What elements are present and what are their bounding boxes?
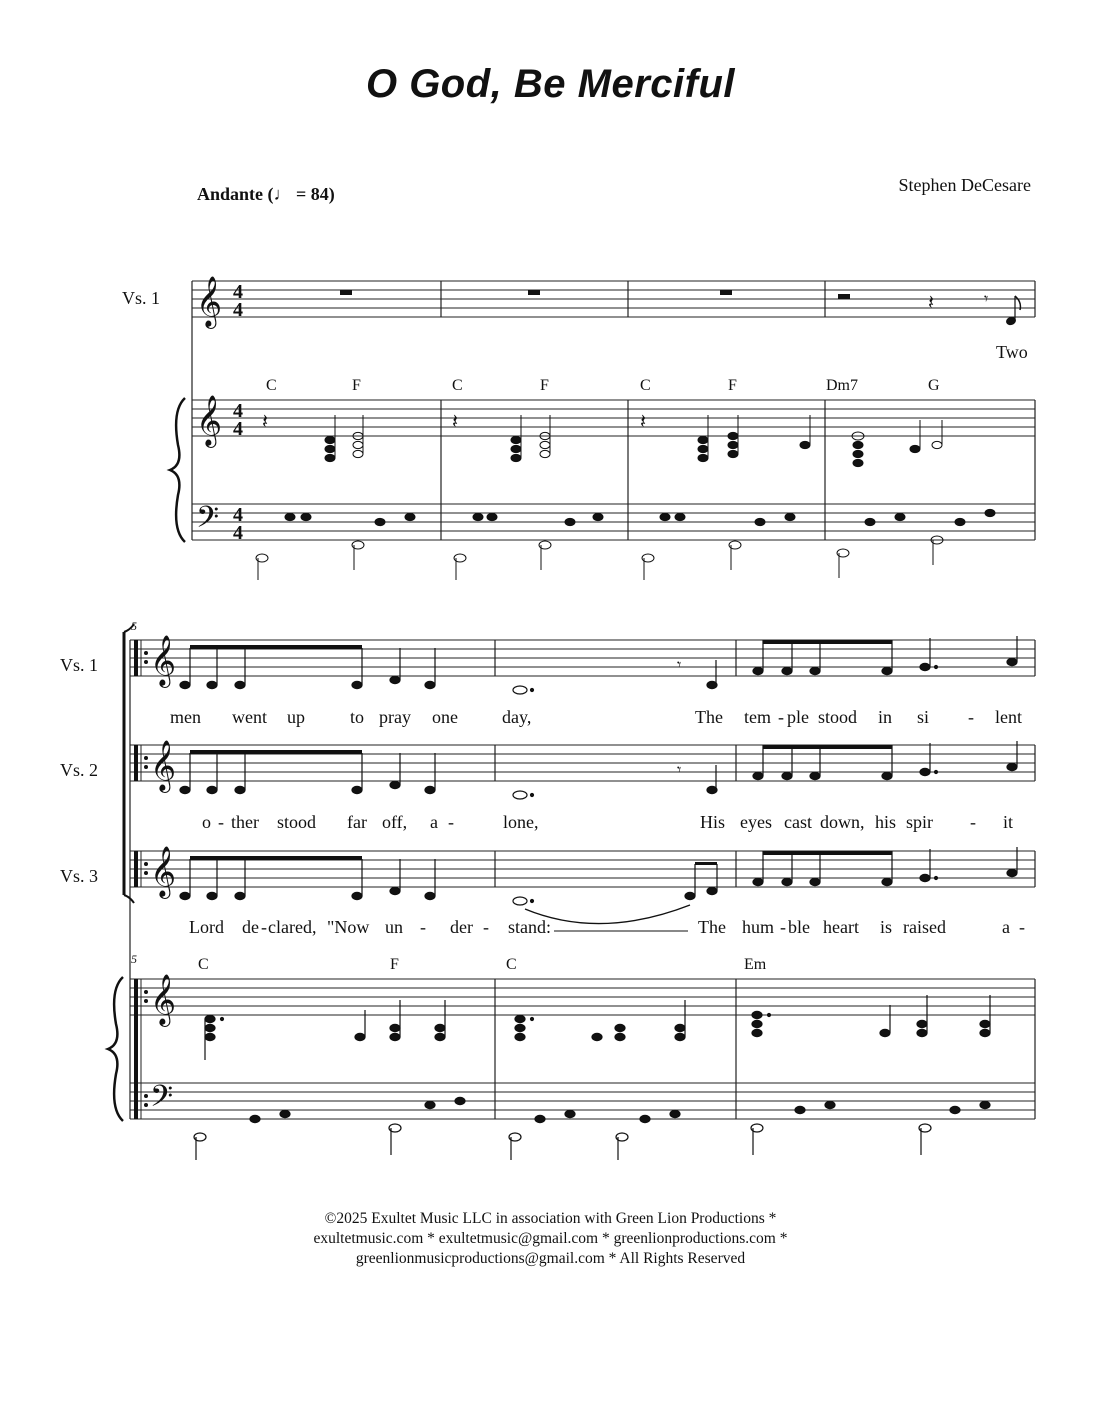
lyric-syllable: The bbox=[698, 917, 726, 937]
lyric-syllable: - bbox=[968, 707, 974, 727]
lyric-syllable: men bbox=[170, 707, 201, 727]
svg-text:𝄽: 𝄽 bbox=[262, 409, 269, 433]
tempo-text: Andante ( bbox=[197, 184, 274, 204]
piano-treble-system-2 bbox=[205, 995, 990, 1060]
lyric-syllable: heart bbox=[823, 917, 859, 937]
svg-text:4: 4 bbox=[233, 522, 243, 544]
treble-clef-icon: 𝄞 bbox=[150, 635, 177, 686]
lyric-syllable: o bbox=[202, 812, 211, 832]
bass-clef-icon: 𝄢 bbox=[196, 501, 220, 542]
lyric-syllable: raised bbox=[903, 917, 946, 937]
lyric-syllable: off, bbox=[382, 812, 408, 832]
lyric-syllable: - bbox=[483, 917, 489, 937]
svg-text:𝄾: 𝄾 bbox=[677, 760, 682, 779]
treble-clef-icon: 𝄞 bbox=[150, 974, 177, 1025]
lyric-syllable: Two bbox=[996, 342, 1028, 362]
lyric-syllable: is bbox=[880, 917, 893, 937]
chord-symbol: F bbox=[540, 377, 549, 394]
chord-symbol: C bbox=[198, 956, 209, 973]
svg-text:𝄽: 𝄽 bbox=[640, 409, 647, 433]
lyric-syllable: - bbox=[780, 917, 786, 937]
bar-number: 5 bbox=[131, 952, 137, 966]
svg-text:4: 4 bbox=[233, 281, 243, 303]
treble-clef-icon: 𝄞 bbox=[196, 395, 223, 446]
svg-text:𝄽: 𝄽 bbox=[452, 409, 459, 433]
piano-chords-system-1 bbox=[325, 415, 942, 467]
lyric-syllable: stand: bbox=[508, 917, 551, 937]
svg-text:4: 4 bbox=[233, 400, 243, 422]
svg-text:𝄾: 𝄾 bbox=[984, 289, 989, 308]
lyric-syllable: - bbox=[448, 812, 454, 832]
lyric-syllable: down, bbox=[820, 812, 865, 832]
lyric-syllable: tem bbox=[744, 707, 771, 727]
lyric-syllable: ther bbox=[231, 812, 259, 832]
svg-text:𝄾: 𝄾 bbox=[677, 655, 682, 674]
chord-symbol: C bbox=[640, 377, 651, 394]
treble-clef-icon: 𝄞 bbox=[150, 740, 177, 791]
lyric-syllable: lent bbox=[995, 707, 1022, 727]
lyric-syllable: lone, bbox=[503, 812, 539, 832]
chord-symbol: F bbox=[390, 956, 399, 973]
lyric-syllable: ble bbox=[788, 917, 810, 937]
lyric-syllable: ple bbox=[787, 707, 809, 727]
lyric-syllable: de bbox=[242, 917, 259, 937]
voice-label: Vs. 3 bbox=[60, 866, 99, 886]
lyric-syllable: it bbox=[1003, 812, 1014, 832]
lyric-syllable: Lord bbox=[189, 917, 224, 937]
tempo-bpm: = 84) bbox=[296, 184, 335, 204]
lyric-syllable: un bbox=[385, 917, 403, 937]
svg-text:4: 4 bbox=[233, 299, 243, 321]
voice-label: Vs. 2 bbox=[60, 760, 99, 780]
lyric-syllable: hum bbox=[742, 917, 775, 937]
chord-symbol: F bbox=[352, 377, 361, 394]
clefs bbox=[150, 276, 222, 1121]
staff-lines bbox=[130, 281, 1035, 1119]
lyric-syllable: stood bbox=[818, 707, 858, 727]
lyric-syllable: - bbox=[970, 812, 976, 832]
barlines-system-1 bbox=[192, 281, 1035, 540]
svg-text:4: 4 bbox=[233, 504, 243, 526]
copyright-footer bbox=[0, 1209, 1101, 1269]
lyric-syllable: "Now bbox=[327, 917, 370, 937]
repeat-signs bbox=[134, 640, 148, 1119]
chord-symbol: C bbox=[506, 956, 517, 973]
bass-clef-icon: 𝄢 bbox=[150, 1080, 174, 1121]
page-title: O God, Be Merciful bbox=[365, 62, 736, 106]
lyric-syllable: a bbox=[430, 812, 438, 832]
lyric-syllable: day, bbox=[502, 707, 532, 727]
lyric-syllable: - bbox=[218, 812, 224, 832]
vocal-rests-system-1 bbox=[340, 290, 850, 299]
chord-symbol: Dm7 bbox=[826, 377, 858, 394]
lyric-syllable: His bbox=[700, 812, 726, 832]
treble-clef-icon: 𝄞 bbox=[150, 846, 177, 897]
lyric-syllable: in bbox=[878, 707, 893, 727]
bar-number: 5 bbox=[131, 619, 137, 633]
footer-line: ©2025 Exultet Music LLC in association with Green Lion Productions * bbox=[324, 1210, 777, 1227]
composer-credit: Stephen DeCesare bbox=[898, 175, 1031, 195]
lyric-syllable: The bbox=[695, 707, 723, 727]
svg-text:𝄽: 𝄽 bbox=[928, 290, 935, 314]
lyric-syllable: - bbox=[778, 707, 784, 727]
lyric-syllable: der bbox=[450, 917, 473, 937]
chord-symbol: C bbox=[266, 377, 277, 394]
lyric-syllable: his bbox=[875, 812, 897, 832]
lyric-syllable: to bbox=[350, 707, 365, 727]
lyric-syllable: a bbox=[1002, 917, 1010, 937]
voice-label: Vs. 1 bbox=[60, 655, 99, 675]
chord-symbol: C bbox=[452, 377, 463, 394]
lyric-syllable: cast bbox=[784, 812, 812, 832]
chord-symbol: F bbox=[728, 377, 737, 394]
lyric-syllable: clared, bbox=[268, 917, 317, 937]
lyric-syllable: si bbox=[917, 707, 930, 727]
lyric-syllable: - bbox=[1019, 917, 1025, 937]
lyric-syllable: stood bbox=[277, 812, 317, 832]
lyric-syllable: pray bbox=[379, 707, 411, 727]
quarter-note-icon: ♩ bbox=[273, 184, 292, 204]
lyric-syllable: - bbox=[420, 917, 426, 937]
lyric-syllable: eyes bbox=[740, 812, 772, 832]
treble-clef-icon: 𝄞 bbox=[196, 276, 223, 327]
lyric-syllable: spir bbox=[906, 812, 933, 832]
lyric-syllable: up bbox=[287, 707, 305, 727]
svg-text:4: 4 bbox=[233, 418, 243, 440]
piano-bass-system-2 bbox=[194, 1097, 990, 1160]
chord-symbol: Em bbox=[744, 956, 767, 973]
lyric-syllable: went bbox=[232, 707, 267, 727]
voice-label: Vs. 1 bbox=[122, 288, 161, 308]
footer-line: greenlionmusicproductions@gmail.com * All Rights Reserved bbox=[355, 1250, 746, 1267]
piano-bass-system-1 bbox=[256, 509, 995, 580]
chord-symbol: G bbox=[928, 377, 940, 394]
lyric-syllable: - bbox=[261, 917, 267, 937]
time-signatures bbox=[233, 281, 243, 544]
footer-line: exultetmusic.com * exultetmusic@gmail.com * greenlionproductions.com * bbox=[313, 1230, 788, 1247]
lyric-syllable: one bbox=[432, 707, 458, 727]
lyric-syllable: far bbox=[347, 812, 367, 832]
